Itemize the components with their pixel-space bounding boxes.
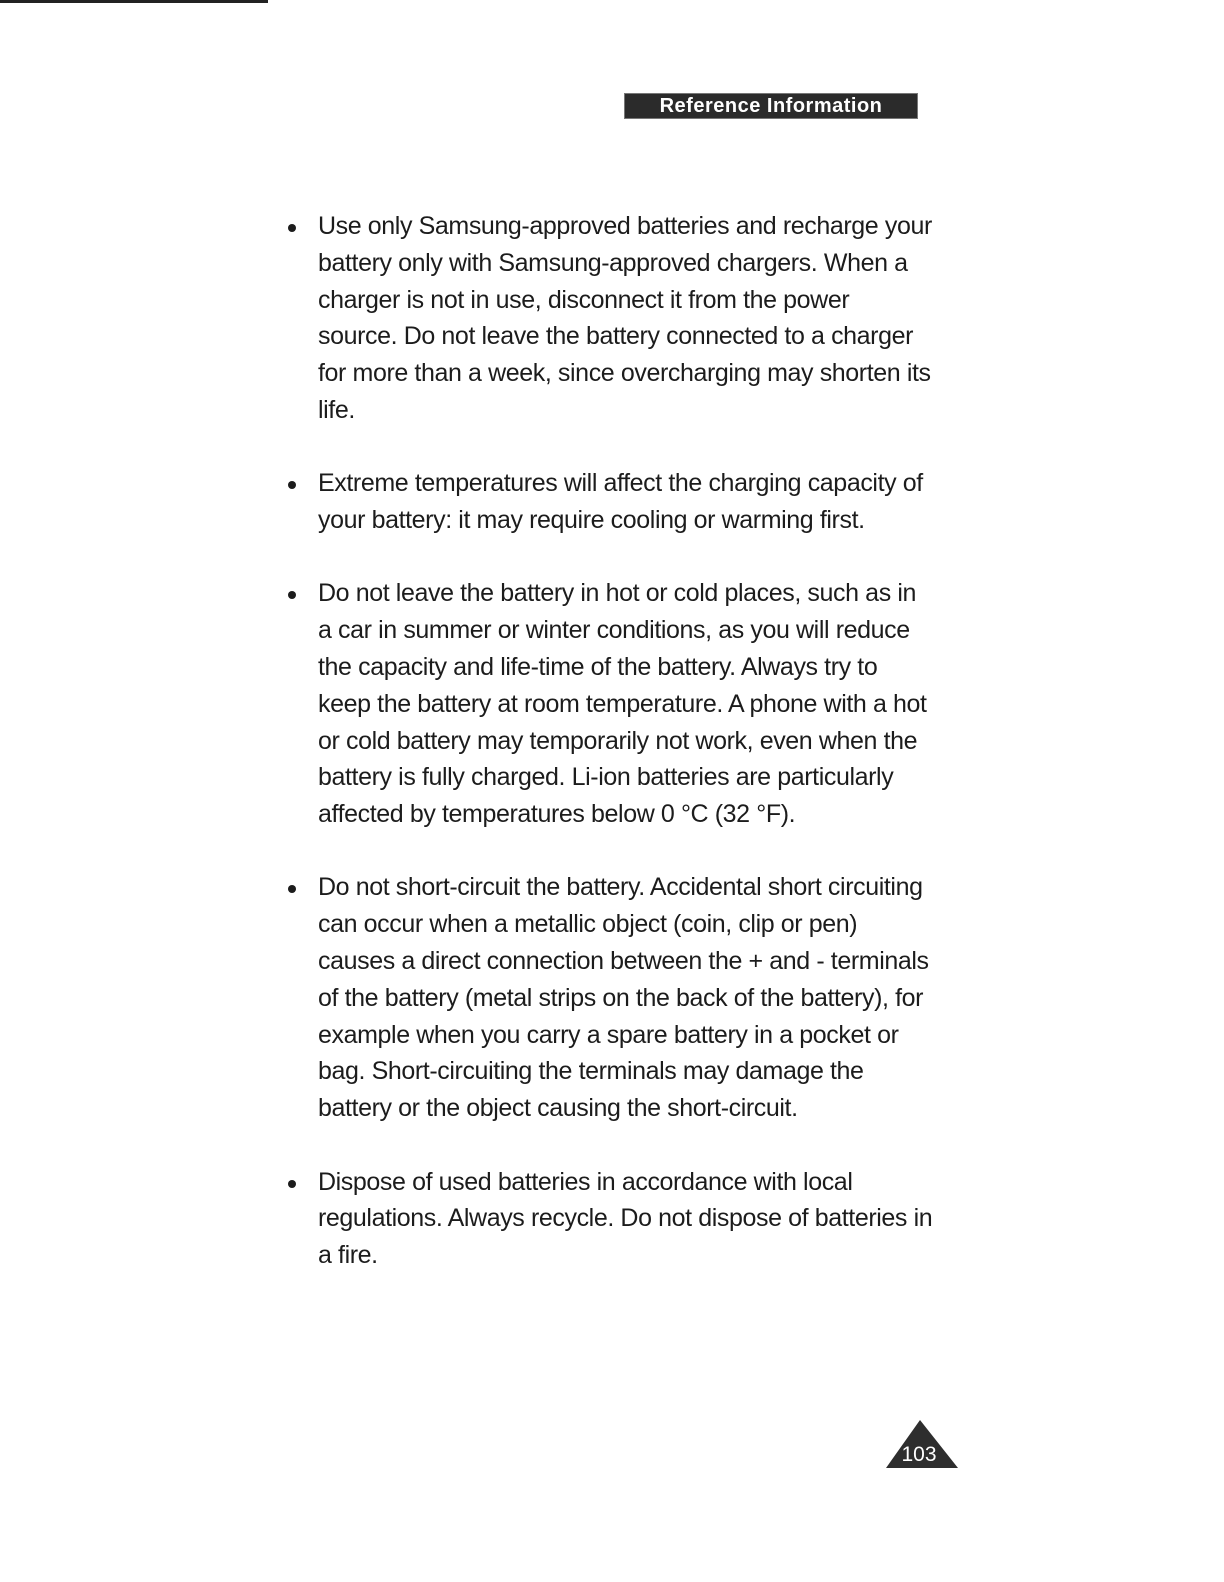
bullet-icon <box>288 885 296 893</box>
bullet-icon <box>288 481 296 489</box>
list-item-text: Dispose of used batteries in accordance with local regulations. Always recycle. Do not dispose of batteries in a fire. <box>318 1167 933 1270</box>
list-item-text: Do not short-circuit the battery. Accidental short circuiting can occur when a metallic object (coin, clip or pen) causes a direct connection between the + and - terminals of the battery (metal strips on the back of the battery), for example when you carry a spare battery in a pocket or bag. Short-circuiting the terminals may damage the battery or the object causing the short-circuit. <box>318 873 929 1123</box>
list-item <box>284 208 934 429</box>
top-rule-divider <box>0 0 268 3</box>
list-item-text: Use only Samsung-approved batteries and recharge your battery only with Samsung-approved chargers. When a charger is not in use, disconnect it from the power source. Do not leave the battery connected to a charger for more than a week, since overcharging may shorten its life. <box>318 212 932 424</box>
bullet-icon <box>288 1180 296 1188</box>
list-item-text: Extreme temperatures will affect the charging capacity of your battery: it may require cooling or warming first. <box>318 469 923 535</box>
list-item-text: Do not leave the battery in hot or cold places, such as in a car in summer or winter conditions, as you will reduce the capacity and life-time of the battery. Always try to keep the battery at room temperature. A phone with a hot or cold battery may temporarily not work, even when the battery is fully charged. Li-ion batteries are particularly affected by temperatures below 0 °C (32 °F). <box>318 579 927 829</box>
section-title: Reference Information <box>659 94 883 117</box>
bullet-icon <box>288 591 296 599</box>
bullet-icon <box>288 224 296 232</box>
battery-safety-list <box>284 208 934 1310</box>
page-number-marker <box>884 1418 960 1478</box>
list-item <box>284 465 934 539</box>
list-item <box>284 869 934 1127</box>
list-item <box>284 575 934 833</box>
section-header-tab <box>624 93 918 119</box>
page-number: 103 <box>901 1443 937 1466</box>
list-item <box>284 1164 934 1274</box>
